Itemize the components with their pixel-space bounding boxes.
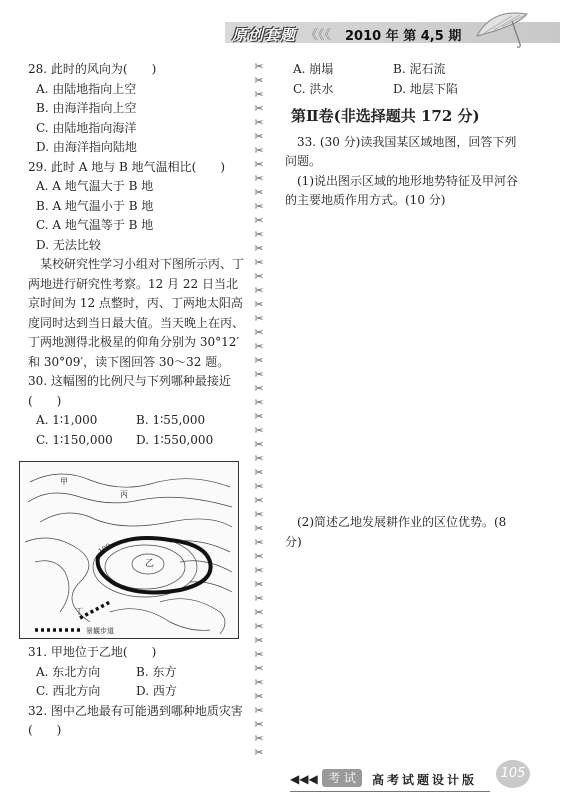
umbrella-icon (472, 6, 542, 50)
map-label-100: 100 (97, 542, 113, 556)
issue-label: 2010 年 第 4,5 期 (345, 29, 462, 44)
options-32-row1 (285, 60, 520, 80)
option-32a: A. 崩塌 (293, 62, 334, 76)
question-28: 28. 此时的风向为( ) (28, 62, 157, 76)
option-32d: D. 地层下陷 (393, 81, 458, 96)
options-31-row2 (28, 682, 246, 702)
header-chevrons: 《《《 (305, 28, 332, 43)
option-29a: A. A 地气温大于 B 地 (36, 179, 154, 193)
right-column (285, 60, 520, 211)
options-30-row1 (28, 411, 246, 431)
options-31-row1 (28, 663, 246, 683)
option-29b: B. A 地气温小于 B 地 (36, 198, 154, 213)
question-31: 31. 甲地位于乙地( ) (28, 645, 157, 659)
option-28b: B. 由海洋指向上空 (36, 101, 137, 115)
page-number: 105 (496, 760, 530, 788)
option-30b: B. 1∶55,000 (136, 413, 206, 427)
footer-tag: 考 试 (322, 769, 362, 787)
question-33: 33. (30 分)读我国某区域地图，回答下列问题。 (285, 134, 517, 168)
reading-passage: 某校研究性学习小组对下图所示丙、丁两地进行研究性考察。12 月 22 日当北京时间为 12 点整时，丙、丁两地太阳高度同时达到当日最大值。当天晚上在丙、丁两地测得北极星的仰角分别为 30°12′和 30°09′，读下图回答 30～32 题。 (28, 257, 245, 369)
question-29: 29. 此时 A 地与 B 地气温相比( ) (28, 159, 226, 174)
brand-title: 原创套题 (232, 26, 297, 44)
cut-line-divider: ✂ ✂ ✂ ✂ ✂ ✂ ✂ ✂ ✂ ✂ ✂ ✂ ✂ ✂ ✂ ✂ ✂ ✂ ✂ ✂ ✂ ✂ ✂ ✂ ✂ ✂ ✂ ✂ ✂ ✂ ✂ ✂ ✂ ✂ ✂ ✂ ✂ ✂ ✂ ✂ ✂ ✂ ✂ ✂ ✂ ✂ ✂ ✂ ✂ ✂ (254, 60, 264, 759)
option-31d: D. 西方 (136, 684, 177, 698)
footer-arrows: ◀◀◀ (290, 772, 318, 786)
map-label-yi: 乙 (145, 559, 155, 569)
question-30: 30. 这幅图的比例尺与下列哪种最接近( ) (28, 374, 231, 408)
option-31b: B. 东方 (136, 664, 177, 679)
option-31c: C. 西北方向 (36, 684, 101, 698)
option-30d: D. 1∶550,000 (136, 432, 214, 447)
right-column-lower (285, 513, 520, 552)
map-label-bing: 丙 (120, 490, 128, 499)
left-column (28, 60, 246, 450)
options-32-row2 (285, 80, 520, 100)
option-29c: C. A 地气温等于 B 地 (36, 218, 154, 232)
option-28a: A. 由陆地指向上空 (36, 81, 137, 96)
option-32b: B. 泥石流 (393, 62, 446, 76)
option-28d: D. 由海洋指向陆地 (36, 140, 137, 154)
option-28c: C. 由陆地指向海洋 (36, 120, 137, 135)
footer-title: 高考试题设计版 (372, 773, 478, 787)
left-column-lower (28, 643, 246, 741)
section-heading: 第Ⅱ卷(非选择题共 172 分) (291, 107, 480, 125)
option-32c: C. 洪水 (293, 81, 334, 96)
footer-rule (290, 791, 490, 792)
map-label-jia: 甲 (60, 477, 68, 486)
option-29d: D. 无法比较 (36, 237, 101, 252)
question-32: 32. 图中乙地最有可能遇到哪种地质灾害( ) (28, 703, 243, 737)
question-33-part1: (1)说出图示区域的地形地势特征及甲河谷的主要地质作用方式。(10 分) (285, 173, 518, 207)
contour-map (19, 461, 239, 639)
options-30-row2 (28, 431, 246, 451)
contour-map-drawing (20, 462, 238, 638)
map-legend-label: 景観步道 (86, 627, 114, 635)
option-30c: C. 1∶150,000 (36, 432, 113, 447)
option-31a: A. 东北方向 (36, 664, 101, 679)
map-label-ding: 丁 (75, 607, 83, 616)
option-30a: A. 1∶1,000 (36, 413, 98, 427)
question-33-part2: (2)简述乙地发展耕作业的区位优势。(8 分) (285, 515, 507, 549)
